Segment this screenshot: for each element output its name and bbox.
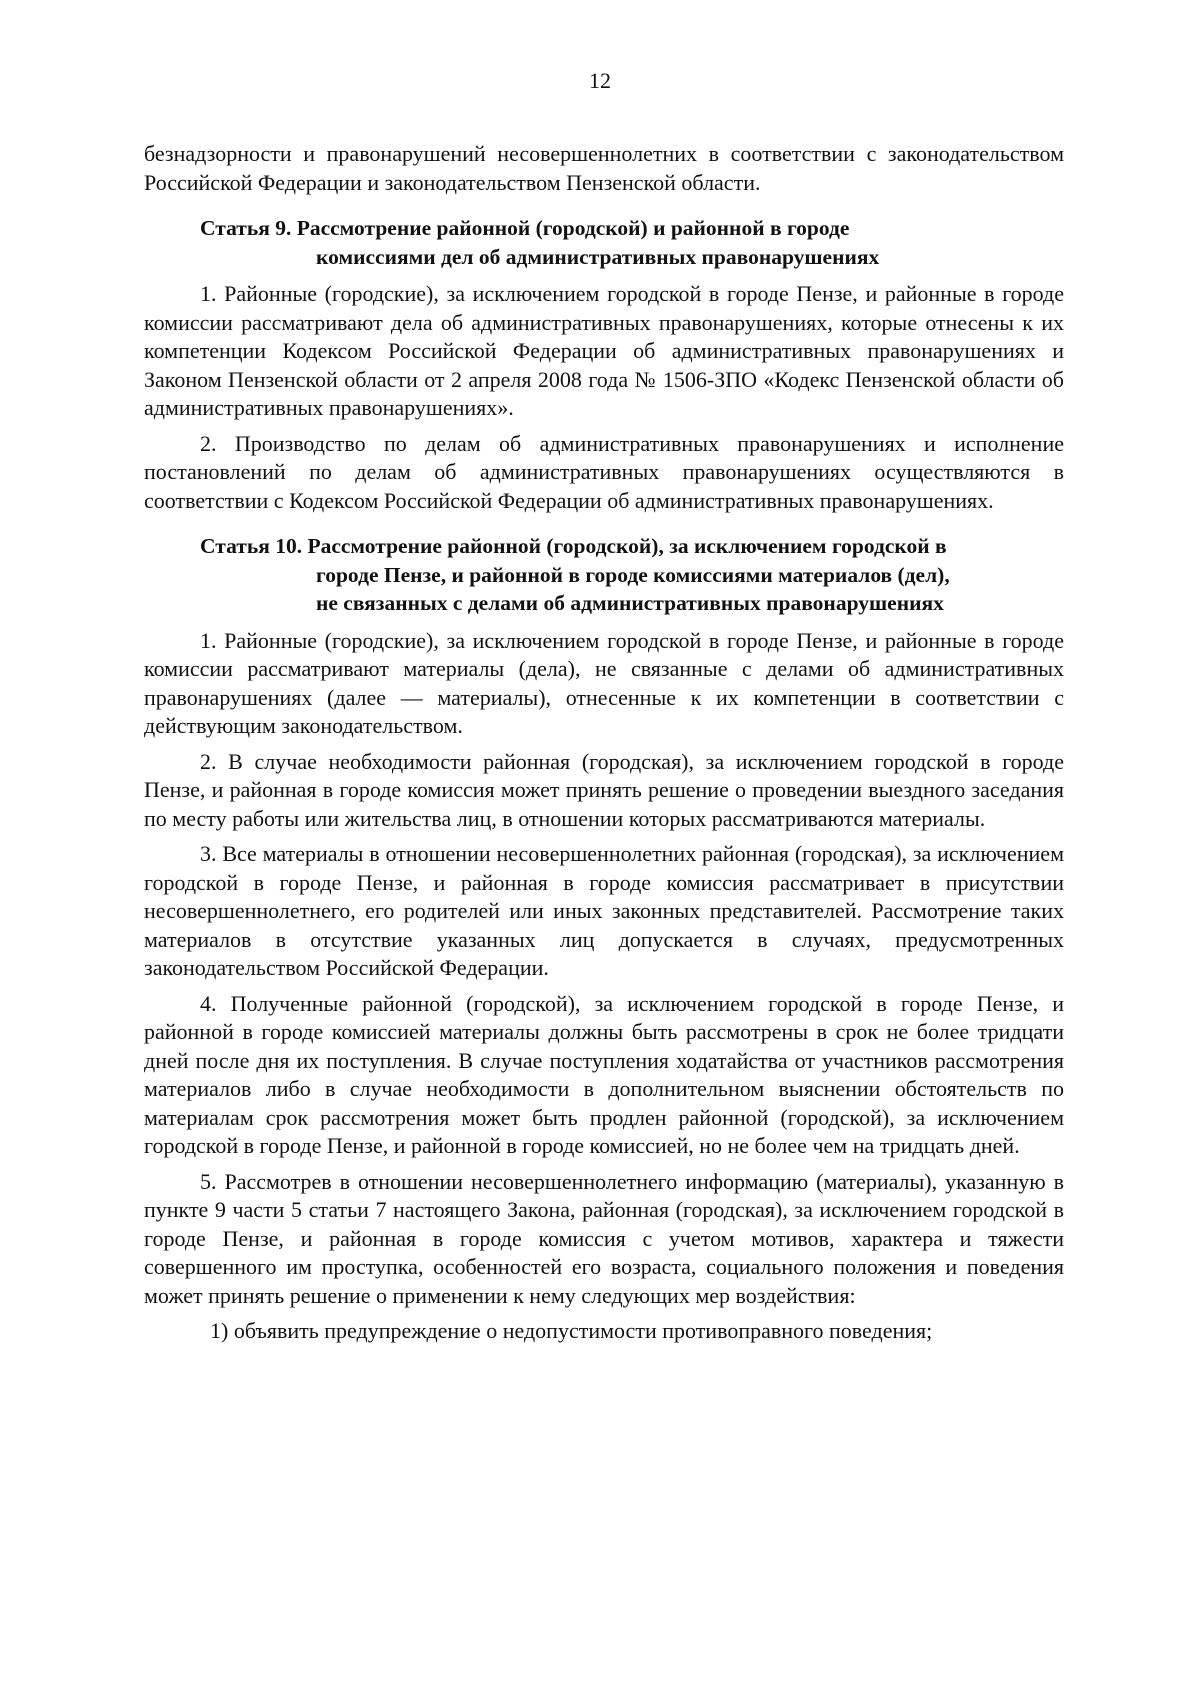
article-10-title-line-3: не связанных с делами об административных правонарушениях bbox=[316, 591, 944, 615]
article-10-paragraph-1: 1. Районные (городские), за исключением городской в городе Пензе, и районные в городе комиссии рассматривают материалы (дела), не связанные с делами об административных правонарушениях (далее — материалы), отнесенные к их компетенции в соответствии с действующим законодательством. bbox=[144, 627, 1064, 738]
article-10-list-item-1: 1) объявить предупреждение о недопустимости противоправного поведения; bbox=[210, 1318, 933, 1343]
article-9-paragraph-1: 1. Районные (городские), за исключением городской в городе Пензе, и районные в городе комиссии рассматривают дела об административных правонарушениях, которые отнесены к их компетенции Кодексом Российской Федерации об административных правонарушениях и Законом Пензенской области от 2 апреля 2008 года № 1506-ЗПО «Кодекс Пензенской области об административных правонарушениях». bbox=[144, 281, 1064, 420]
article-10-paragraph-4: 4. Полученные районной (городской), за исключением городской в городе Пензе, и районной в городе комиссией материалы должны быть рассмотрены в срок не более тридцати дней после дня их поступления. В случае поступления ходатайства от участников рассмотрения материалов либо в случае необходимости в дополнительном выяснении обстоятельств по материалам срок рассмотрения может быть продлен районной (городской), за исключением городской в городе Пензе, и районной в городе комиссией, но не более чем на тридцать дней. bbox=[144, 990, 1064, 1158]
intro-paragraph: безнадзорности и правонарушений несовершеннолетних в соответствии с законодательством Российской Федерации и законодательством Пензенской области. bbox=[144, 141, 1064, 195]
document-body bbox=[144, 140, 1064, 1346]
article-10-paragraph-5: 5. Рассмотрев в отношении несовершеннолетнего информацию (материалы), указанную в пункте 9 части 5 статьи 7 настоящего Закона, районная (городская), за исключением городской в городе Пензе, и районная в городе комиссия с учетом мотивов, характера и тяжести совершенного им проступка, особенностей его возраста, социального положения и поведения может принять решение о применении к нему следующих мер воздействия: bbox=[144, 1168, 1064, 1308]
article-10-paragraph-3: 3. Все материалы в отношении несовершеннолетних районная (городская), за исключением городской в городе Пензе, и районная в городе комиссия рассматривает в присутствии несовершеннолетнего, его родителей или иных законных представителей. Рассмотрение таких материалов в отсутствие указанных лиц допускается в случаях, предусмотренных законодательством Российской Федерации. bbox=[144, 841, 1064, 980]
page-number: 12 bbox=[589, 68, 611, 93]
article-9-title-line-1: Статья 9. Рассмотрение районной (городской) и районной в городе bbox=[200, 216, 850, 240]
article-10-heading bbox=[144, 532, 1064, 618]
article-9-title-line-2: комиссиями дел об административных правонарушениях bbox=[316, 244, 880, 269]
article-10-title-line-1: Статья 10. Рассмотрение районной (городской), за исключением городской в bbox=[200, 534, 947, 558]
article-10-title-line-2: городе Пензе, и районной в городе комиссиями материалов (дел), bbox=[316, 562, 950, 587]
article-10-paragraph-2: 2. В случае необходимости районная (городская), за исключением городской в городе Пензе, и районная в городе комиссия может принять решение о проведении выездного заседания по месту работы или жительства лиц, в отношении которых рассматриваются материалы. bbox=[144, 748, 1064, 831]
article-9-paragraph-2: 2. Производство по делам об административных правонарушениях и исполнение постановлений по делам об административных правонарушениях осуществляются в соответствии с Кодексом Российской Федерации об административных правонарушениях. bbox=[144, 430, 1064, 513]
article-9-heading bbox=[144, 214, 1064, 271]
